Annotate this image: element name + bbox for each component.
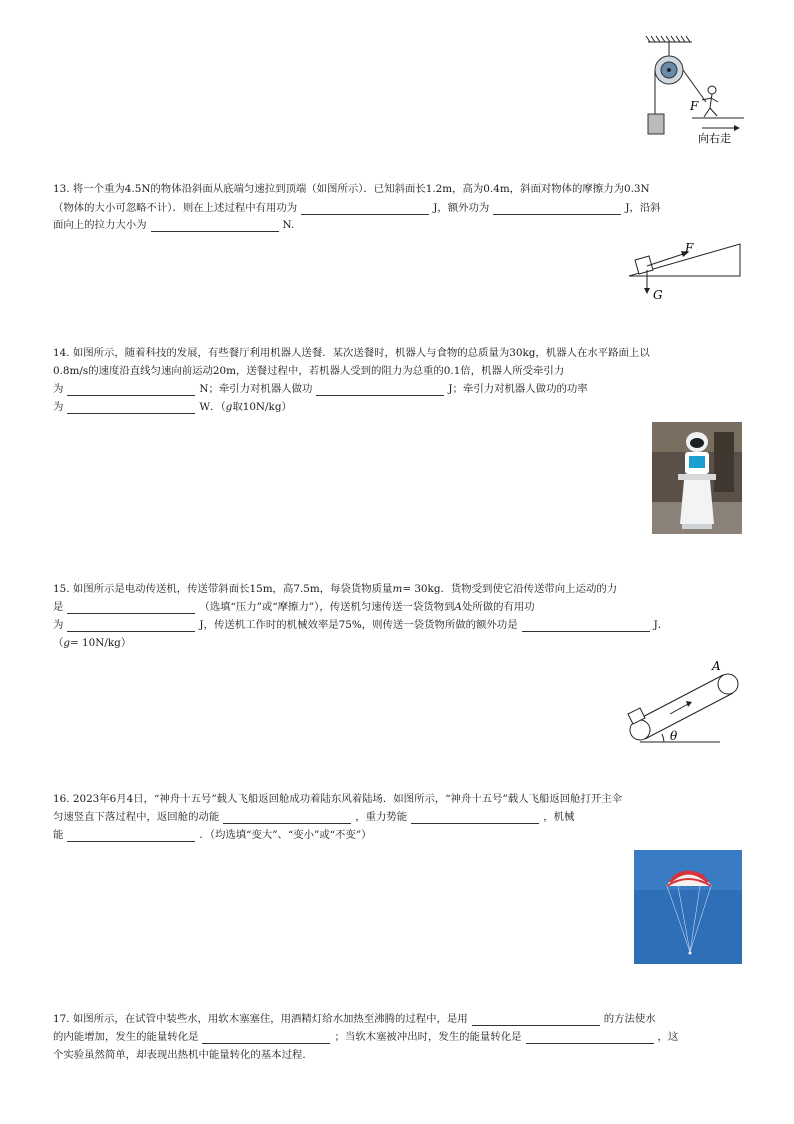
q15-line-3: 为 J，传送机工作时的机械效率是75%，则传送一袋货物所做的额外功是 J． xyxy=(53,619,669,631)
q15-line-1: 15. 如图所示是电动传送机，传送带斜面长15m，高7.5m，每袋货物质量m= 30kg．货物受到使它沿传送带向上运动的力 xyxy=(53,583,618,595)
q15-line-2: 是 （选填“压力”或“摩擦力”），传送机匀速传送一袋货物到A处所做的有用功 xyxy=(53,601,535,613)
q15-useful-work-blank[interactable] xyxy=(67,620,195,632)
incline-figure xyxy=(625,238,750,302)
incline-force-label: F xyxy=(685,241,694,255)
q16-potential-blank[interactable] xyxy=(411,812,539,824)
conveyor-angle-theta: θ xyxy=(670,729,678,743)
pulley-figure xyxy=(640,34,750,146)
q17-conversion-2-blank[interactable] xyxy=(526,1032,654,1044)
incline-gravity-label: G xyxy=(653,288,663,302)
q14-work-blank[interactable] xyxy=(316,384,444,396)
pulley-caption: 向右走 xyxy=(698,132,731,145)
robot-photo xyxy=(652,422,742,534)
conveyor-point-a: A xyxy=(712,659,721,673)
q17-line-3: 个实验虽然简单，却表现出热机中能量转化的基本过程． xyxy=(53,1049,313,1061)
q14-line-2: 0.8m/s的速度沿直线匀速向前运动20m，送餐过程中，若机器人受到的阻力为总重的0.1倍，机器人所受牵引力 xyxy=(53,365,565,377)
q16-number: 16. xyxy=(53,793,70,805)
q13-pull-force-blank[interactable] xyxy=(151,220,279,232)
q13-line-3: 面向上的拉力大小为 N. xyxy=(53,219,295,231)
q15-extra-work-blank[interactable] xyxy=(522,620,650,632)
pulley-force-label: F xyxy=(690,99,699,113)
q15-number: 15. xyxy=(53,583,70,595)
conveyor-figure xyxy=(620,656,746,748)
q13-extra-work-blank[interactable] xyxy=(493,203,621,215)
q17-line-2: 的内能增加，发生的能量转化是 ；当软木塞被冲出时，发生的能量转化是 ，这 xyxy=(53,1031,679,1043)
q15-force-type-blank[interactable] xyxy=(67,602,195,614)
q17-number: 17. xyxy=(53,1013,70,1025)
q14-line-3: 为 N；牵引力对机器人做功 J；牵引力对机器人做功的功率 xyxy=(53,383,588,395)
q16-mechanical-blank[interactable] xyxy=(67,830,195,842)
q14-power-blank[interactable] xyxy=(67,402,195,414)
q14-line-4: 为 W．（g取10N/kg） xyxy=(53,401,292,413)
q17-method-blank[interactable] xyxy=(472,1014,600,1026)
q13-number: 13. xyxy=(53,183,70,195)
q14-number: 14. xyxy=(53,347,70,359)
q16-line-2: 匀速竖直下落过程中，返回舱的动能 ，重力势能 ，机械 xyxy=(53,811,575,823)
q14-line-1: 14. 如图所示，随着科技的发展，有些餐厅利用机器人送餐．某次送餐时，机器人与食物的总质量为30kg，机器人在水平路面上以 xyxy=(53,347,650,359)
q13-useful-work-blank[interactable] xyxy=(301,203,429,215)
q13-line-1: 13. 将一个重为4.5N的物体沿斜面从底端匀速拉到顶端（如图所示）．已知斜面长1.2m，高为0.4m，斜面对物体的摩擦力为0.3N xyxy=(53,183,650,195)
q16-line-3: 能 ．（均选填“变大”、“变小”或“不变”） xyxy=(53,829,372,841)
q14-traction-blank[interactable] xyxy=(67,384,195,396)
q13-line-2: （物体的大小可忽略不计）．则在上述过程中有用功为 J，额外功为 J，沿斜 xyxy=(53,202,661,214)
q17-conversion-1-blank[interactable] xyxy=(202,1032,330,1044)
q15-line-4: （g= 10N/kg） xyxy=(53,637,132,649)
q17-line-1: 17. 如图所示，在试管中装些水，用软木塞塞住，用酒精灯给水加热至沸腾的过程中，是用 的方法使水 xyxy=(53,1013,656,1025)
parachute-photo xyxy=(634,850,742,964)
q16-kinetic-blank[interactable] xyxy=(223,812,351,824)
q16-line-1: 16. 2023年6月4日，“神舟十五号”载人飞船返回舱成功着陆东风着陆场．如图所示，“神舟十五号”载人飞船返回舱打开主伞 xyxy=(53,793,623,805)
